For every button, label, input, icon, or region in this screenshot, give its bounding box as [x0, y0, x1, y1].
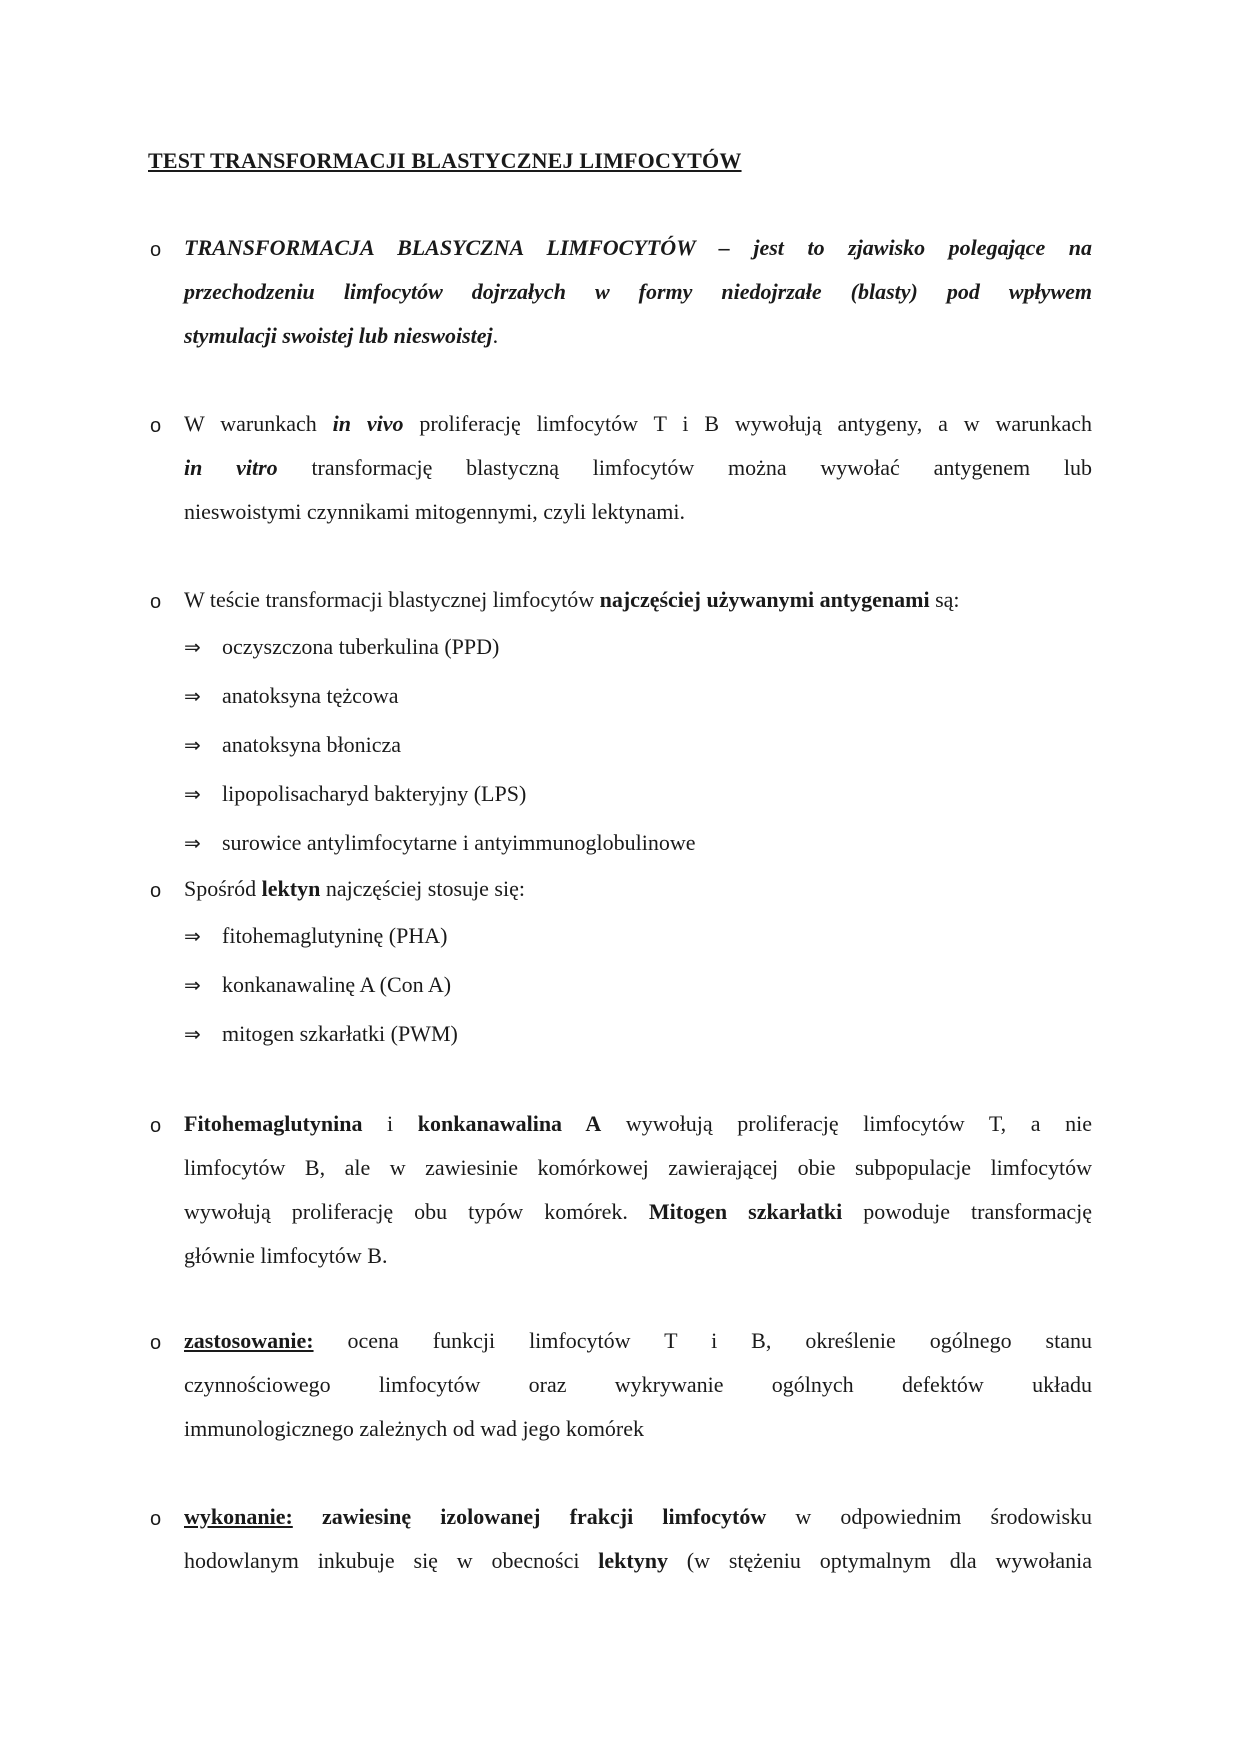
text-line: stymulacji swoistej lub nieswoistej. — [184, 323, 499, 348]
text-line: limfocytów B, ale w zawiesinie komórkowej zawierającej obie subpopulacje limfocytów — [184, 1155, 1092, 1180]
bullet-marker: o — [150, 1115, 162, 1137]
paragraph-lectins-intro — [184, 867, 1092, 911]
bullet-marker: o — [150, 1332, 162, 1354]
antigen-list-item: ⇒ surowice antylimfocytarne i antyimmunoglobulinowe — [184, 818, 696, 867]
arrow-icon: ⇒ — [184, 831, 201, 855]
paragraph-antigens-intro — [184, 578, 1092, 622]
antigen-list-item: ⇒ oczyszczona tuberkulina (PPD) — [184, 622, 499, 671]
text-line: nieswoistymi czynnikami mitogennymi, czyli lektynami. — [184, 499, 686, 524]
bullet-marker: o — [150, 591, 162, 613]
text-line: wywołują proliferację obu typów komórek. Mitogen szkarłatki powoduje transformację — [184, 1199, 1092, 1224]
bullet-marker: o — [150, 880, 162, 902]
text-line: Spośród lektyn najczęściej stosuje się: — [184, 876, 525, 901]
antigen-list-item: ⇒ anatoksyna tężcowa — [184, 671, 399, 720]
paragraph-in-vivo-in-vitro — [184, 402, 1092, 534]
text-line: W warunkach in vivo proliferację limfocytów T i B wywołują antygeny, a w warunkach — [184, 411, 1092, 436]
antigen-list-item: ⇒ anatoksyna błonicza — [184, 720, 401, 769]
text-line: czynnościowego limfocytów oraz wykrywanie ogólnych defektów układu — [184, 1372, 1092, 1397]
arrow-icon: ⇒ — [184, 635, 201, 659]
text-line: przechodzeniu limfocytów dojrzałych w formy niedojrzałe (blasty) pod wpływem — [184, 279, 1092, 304]
text-line: W teście transformacji blastycznej limfocytów najczęściej używanymi antygenami są: — [184, 587, 960, 612]
arrow-icon: ⇒ — [184, 782, 201, 806]
document-title: TEST TRANSFORMACJI BLASTYCZNEJ LIMFOCYTÓW — [148, 148, 742, 173]
lectin-list-item: ⇒ fitohemaglutyninę (PHA) — [184, 911, 447, 960]
paragraph-procedure — [184, 1495, 1092, 1583]
arrow-icon: ⇒ — [184, 973, 201, 997]
bullet-marker: o — [150, 1508, 162, 1530]
lectin-list-item: ⇒ konkanawalinę A (Con A) — [184, 960, 451, 1009]
arrow-icon: ⇒ — [184, 1022, 201, 1046]
text-line: wykonanie: zawiesinę izolowanej frakcji limfocytów w odpowiednim środowisku — [184, 1504, 1093, 1529]
lectin-list-item: ⇒ mitogen szkarłatki (PWM) — [184, 1009, 458, 1058]
text-line: in vitro transformację blastyczną limfocytów można wywołać antygenem lub — [184, 455, 1092, 480]
text-line: zastosowanie: ocena funkcji limfocytów T i B, określenie ogólnego stanu — [184, 1328, 1092, 1353]
antigen-list-item: ⇒ lipopolisacharyd bakteryjny (LPS) — [184, 769, 526, 818]
paragraph-definition — [184, 226, 1092, 358]
text-line: hodowlanym inkubuje się w obecności lektyny (w stężeniu optymalnym dla wywołania — [184, 1548, 1092, 1573]
bullet-marker: o — [150, 415, 162, 437]
text-line: głównie limfocytów B. — [184, 1243, 388, 1268]
paragraph-mitogens — [184, 1102, 1092, 1278]
text-line: TRANSFORMACJA BLASYCZNA LIMFOCYTÓW – jest to zjawisko polegające na — [184, 235, 1092, 260]
text-line: immunologicznego zależnych od wad jego komórek — [184, 1416, 645, 1441]
paragraph-application — [184, 1319, 1092, 1451]
arrow-icon: ⇒ — [184, 924, 201, 948]
text-line: Fitohemaglutynina i konkanawalina A wywołują proliferację limfocytów T, a nie — [184, 1111, 1092, 1136]
arrow-icon: ⇒ — [184, 684, 201, 708]
bullet-marker: o — [150, 239, 162, 261]
arrow-icon: ⇒ — [184, 733, 201, 757]
